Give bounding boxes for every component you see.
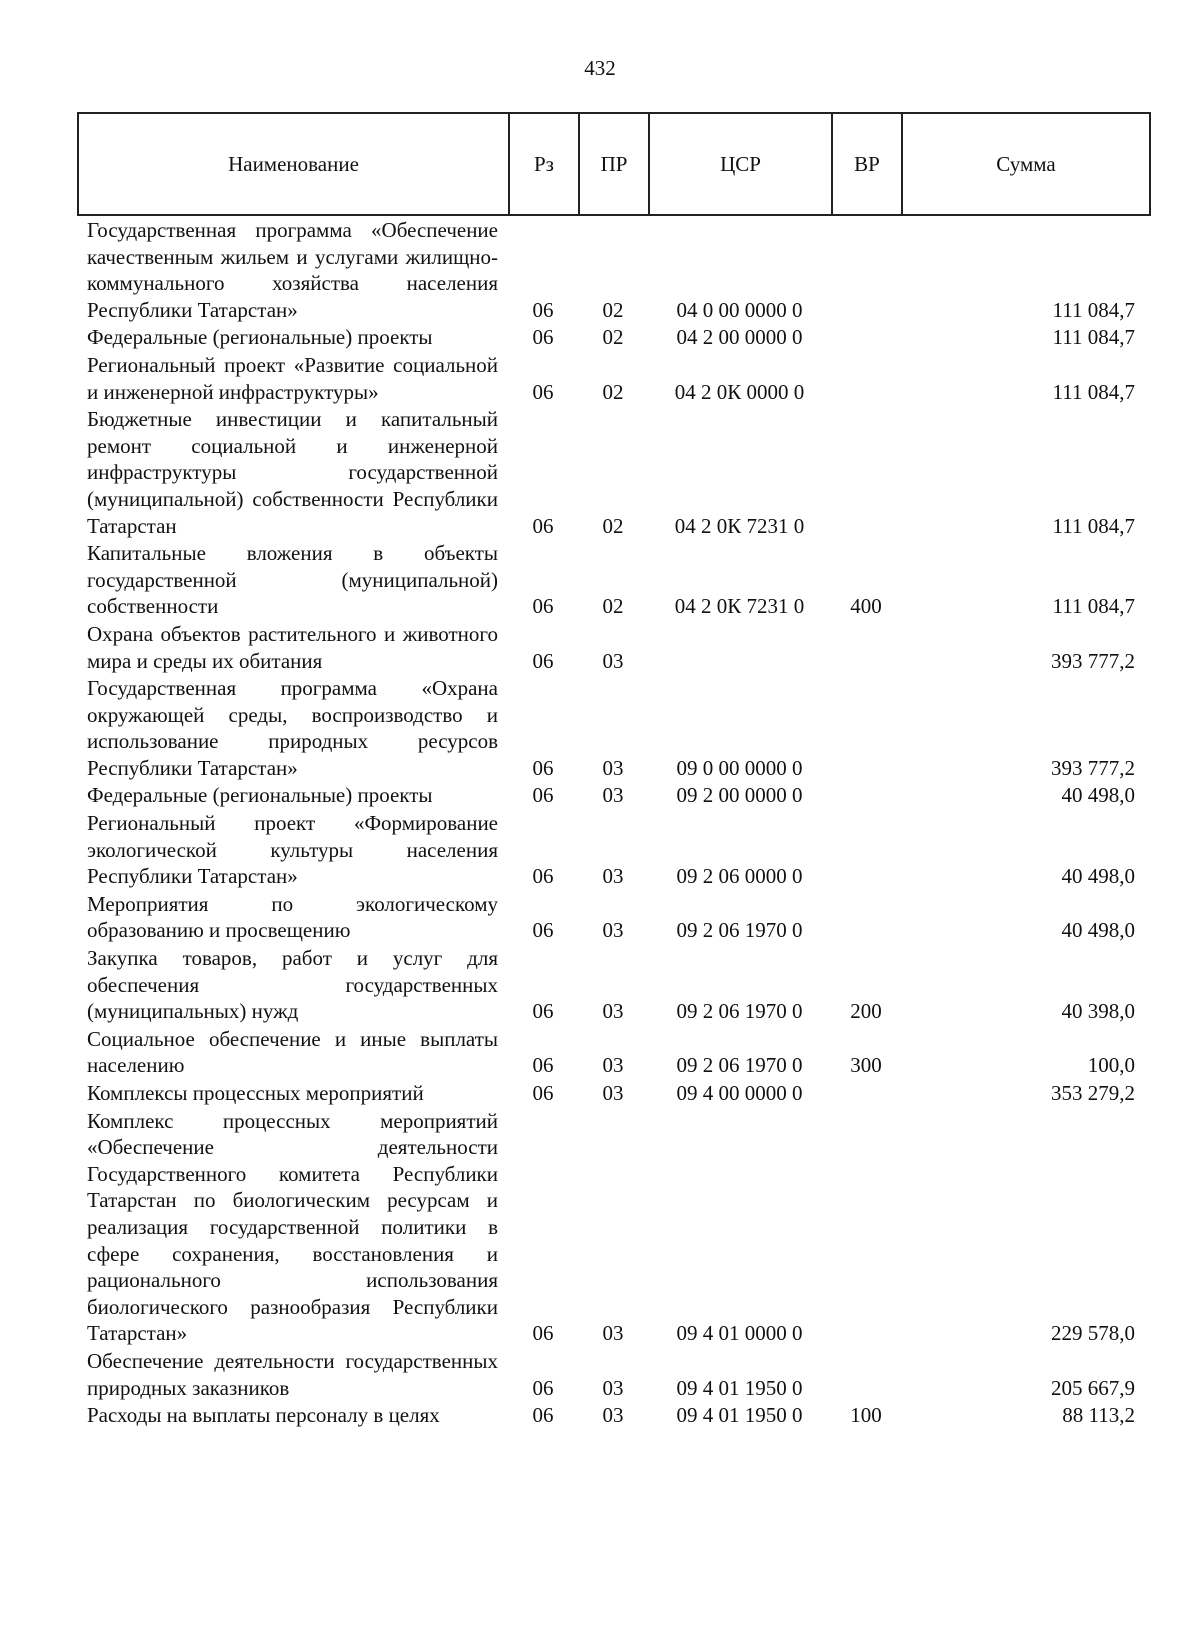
cell-rz: 06 bbox=[532, 513, 554, 538]
table-row bbox=[77, 1107, 1149, 1347]
cell-name: Федеральные (региональные) проекты bbox=[87, 325, 433, 350]
cell-rz: 06 bbox=[532, 864, 554, 889]
cell-rz: 06 bbox=[532, 1321, 554, 1346]
page-number: 432 bbox=[584, 56, 616, 80]
cell-pr: 03 bbox=[602, 783, 624, 808]
cell-sum: 111 084,7 bbox=[1052, 594, 1135, 619]
column-header-pr: ПР bbox=[579, 113, 649, 215]
cell-csr: 04 2 00 0000 0 bbox=[676, 325, 803, 350]
cell-sum: 393 777,2 bbox=[1051, 648, 1135, 673]
cell-vr: 400 bbox=[850, 594, 882, 619]
cell-name: Бюджетные инвестиции и капитальный ремонт социальной и инженерной инфраструктуры государственной (муниципальной) собственности Республики Татарстан bbox=[87, 407, 498, 538]
cell-rz: 06 bbox=[532, 1081, 554, 1105]
cell-csr: 09 2 00 0000 0 bbox=[676, 783, 803, 808]
cell-csr: 09 4 00 0000 0 bbox=[676, 1081, 803, 1105]
cell-pr: 03 bbox=[602, 1375, 624, 1400]
cell-vr bbox=[831, 890, 901, 944]
cell-sum: 111 084,7 bbox=[1052, 379, 1135, 404]
cell-sum: 88 113,2 bbox=[1062, 1403, 1135, 1428]
cell-rz: 06 bbox=[532, 297, 554, 322]
cell-rz: 06 bbox=[532, 1375, 554, 1400]
cell-sum: 111 084,7 bbox=[1052, 513, 1135, 538]
table-row bbox=[77, 405, 1149, 539]
cell-rz: 06 bbox=[532, 755, 554, 780]
table-row bbox=[77, 944, 1149, 1025]
cell-sum: 40 498,0 bbox=[1061, 783, 1135, 808]
cell-rz: 06 bbox=[532, 325, 554, 350]
cell-vr bbox=[831, 809, 901, 890]
cell-sum: 40 498,0 bbox=[1061, 918, 1135, 943]
table-body bbox=[77, 216, 1149, 1429]
cell-vr: 100 bbox=[850, 1403, 882, 1428]
cell-rz: 06 bbox=[532, 379, 554, 404]
budget-table bbox=[77, 216, 1149, 1429]
cell-csr: 09 2 06 0000 0 bbox=[676, 864, 803, 889]
cell-pr: 02 bbox=[602, 297, 624, 322]
table-row bbox=[77, 890, 1149, 944]
cell-sum: 393 777,2 bbox=[1051, 755, 1135, 780]
cell-name: Региональный проект «Формирование экологической культуры населения Республики Татарстан» bbox=[87, 811, 498, 889]
cell-pr: 03 bbox=[602, 1081, 624, 1105]
cell-vr bbox=[831, 674, 901, 781]
cell-pr: 02 bbox=[602, 594, 624, 619]
cell-name: Закупка товаров, работ и услуг для обеспечения государственных (муниципальных) нужд bbox=[87, 946, 498, 1024]
cell-csr: 09 4 01 1950 0 bbox=[676, 1375, 803, 1400]
cell-pr: 03 bbox=[602, 918, 624, 943]
table-row bbox=[77, 1025, 1149, 1079]
cell-vr bbox=[831, 620, 901, 674]
cell-name: Охрана объектов растительного и животного мира и среды их обитания bbox=[87, 621, 498, 673]
cell-csr: 04 2 0К 7231 0 bbox=[674, 513, 805, 538]
cell-name: Государственная программа «Обеспечение качественным жильем и услугами жилищно-коммунального хозяйства населения Республики Татарстан» bbox=[87, 218, 498, 322]
cell-sum: 40 498,0 bbox=[1061, 864, 1135, 889]
cell-vr bbox=[831, 351, 901, 405]
cell-pr: 03 bbox=[602, 648, 624, 673]
cell-vr bbox=[831, 1079, 901, 1107]
cell-sum: 205 667,9 bbox=[1051, 1375, 1135, 1400]
cell-name: Комплекс процессных мероприятий «Обеспечение деятельности Государственного комитета Республики Татарстан по биологическим ресурсам и реализация государственной политики в сфере сохранения, восстановления и рационального использования биологического разнообразия Республики Татарстан» bbox=[87, 1108, 498, 1346]
cell-rz: 06 bbox=[532, 1403, 554, 1428]
cell-sum: 353 279,2 bbox=[1051, 1081, 1135, 1105]
table-row bbox=[77, 351, 1149, 405]
column-header-name: Наименование bbox=[78, 113, 509, 215]
cell-vr bbox=[831, 1107, 901, 1347]
cell-csr: 04 2 0К 0000 0 bbox=[674, 379, 805, 404]
cell-rz: 06 bbox=[532, 783, 554, 808]
table-row bbox=[77, 539, 1149, 620]
cell-vr: 300 bbox=[850, 1053, 882, 1078]
cell-pr: 03 bbox=[602, 755, 624, 780]
table-row bbox=[77, 1347, 1149, 1401]
cell-csr: 09 2 06 1970 0 bbox=[676, 999, 803, 1024]
table-row bbox=[77, 781, 1149, 809]
cell-csr: 09 4 01 1950 0 bbox=[676, 1403, 803, 1428]
cell-name: Региональный проект «Развитие социальной и инженерной инфраструктуры» bbox=[87, 352, 498, 404]
cell-name: Социальное обеспечение и иные выплаты населению bbox=[87, 1026, 498, 1078]
cell-sum: 111 084,7 bbox=[1052, 297, 1135, 322]
cell-vr: 200 bbox=[850, 999, 882, 1024]
cell-vr bbox=[831, 1347, 901, 1401]
cell-name: Обеспечение деятельности государственных природных заказников bbox=[87, 1348, 498, 1400]
cell-vr bbox=[831, 405, 901, 539]
cell-vr bbox=[831, 216, 901, 323]
cell-name: Расходы на выплаты персоналу в целях bbox=[87, 1403, 440, 1428]
cell-name: Государственная программа «Охрана окружающей среды, воспроизводство и использование природных ресурсов Республики Татарстан» bbox=[87, 676, 498, 780]
cell-pr: 03 bbox=[602, 1403, 624, 1428]
cell-rz: 06 bbox=[532, 999, 554, 1024]
cell-name: Капитальные вложения в объекты государственной (муниципальной) собственности bbox=[87, 541, 498, 619]
table-row bbox=[77, 1079, 1149, 1107]
cell-csr: 09 4 01 0000 0 bbox=[676, 1321, 803, 1346]
column-header-vr: ВР bbox=[832, 113, 902, 215]
cell-pr: 02 bbox=[602, 513, 624, 538]
cell-pr: 02 bbox=[602, 379, 624, 404]
cell-pr: 03 bbox=[602, 1321, 624, 1346]
table-row bbox=[77, 1401, 1149, 1429]
cell-sum: 40 398,0 bbox=[1061, 999, 1135, 1024]
table-row bbox=[77, 323, 1149, 351]
cell-csr bbox=[648, 620, 831, 674]
cell-pr: 03 bbox=[602, 864, 624, 889]
cell-csr: 04 2 0К 7231 0 bbox=[674, 594, 805, 619]
cell-csr: 04 0 00 0000 0 bbox=[676, 297, 803, 322]
cell-pr: 02 bbox=[602, 325, 624, 350]
column-header-sum: Сумма bbox=[902, 113, 1150, 215]
cell-rz: 06 bbox=[532, 594, 554, 619]
cell-name: Мероприятия по экологическому образованию и просвещению bbox=[87, 891, 498, 943]
cell-csr: 09 0 00 0000 0 bbox=[676, 755, 803, 780]
cell-name: Комплексы процессных мероприятий bbox=[87, 1081, 424, 1105]
table-row bbox=[77, 216, 1149, 323]
cell-rz: 06 bbox=[532, 1053, 554, 1078]
cell-sum: 229 578,0 bbox=[1051, 1321, 1135, 1346]
cell-pr: 03 bbox=[602, 999, 624, 1024]
cell-vr bbox=[831, 323, 901, 351]
cell-rz: 06 bbox=[532, 918, 554, 943]
table-row bbox=[77, 620, 1149, 674]
column-header-csr: ЦСР bbox=[649, 113, 832, 215]
table-row bbox=[77, 809, 1149, 890]
column-header-rz: Рз bbox=[509, 113, 579, 215]
cell-csr: 09 2 06 1970 0 bbox=[676, 1053, 803, 1078]
cell-pr: 03 bbox=[602, 1053, 624, 1078]
cell-sum: 100,0 bbox=[1087, 1053, 1135, 1078]
table-row bbox=[77, 674, 1149, 781]
table-header bbox=[77, 112, 1151, 216]
cell-rz: 06 bbox=[532, 648, 554, 673]
cell-vr bbox=[831, 781, 901, 809]
cell-name: Федеральные (региональные) проекты bbox=[87, 783, 433, 808]
cell-sum: 111 084,7 bbox=[1052, 325, 1135, 350]
cell-csr: 09 2 06 1970 0 bbox=[676, 918, 803, 943]
